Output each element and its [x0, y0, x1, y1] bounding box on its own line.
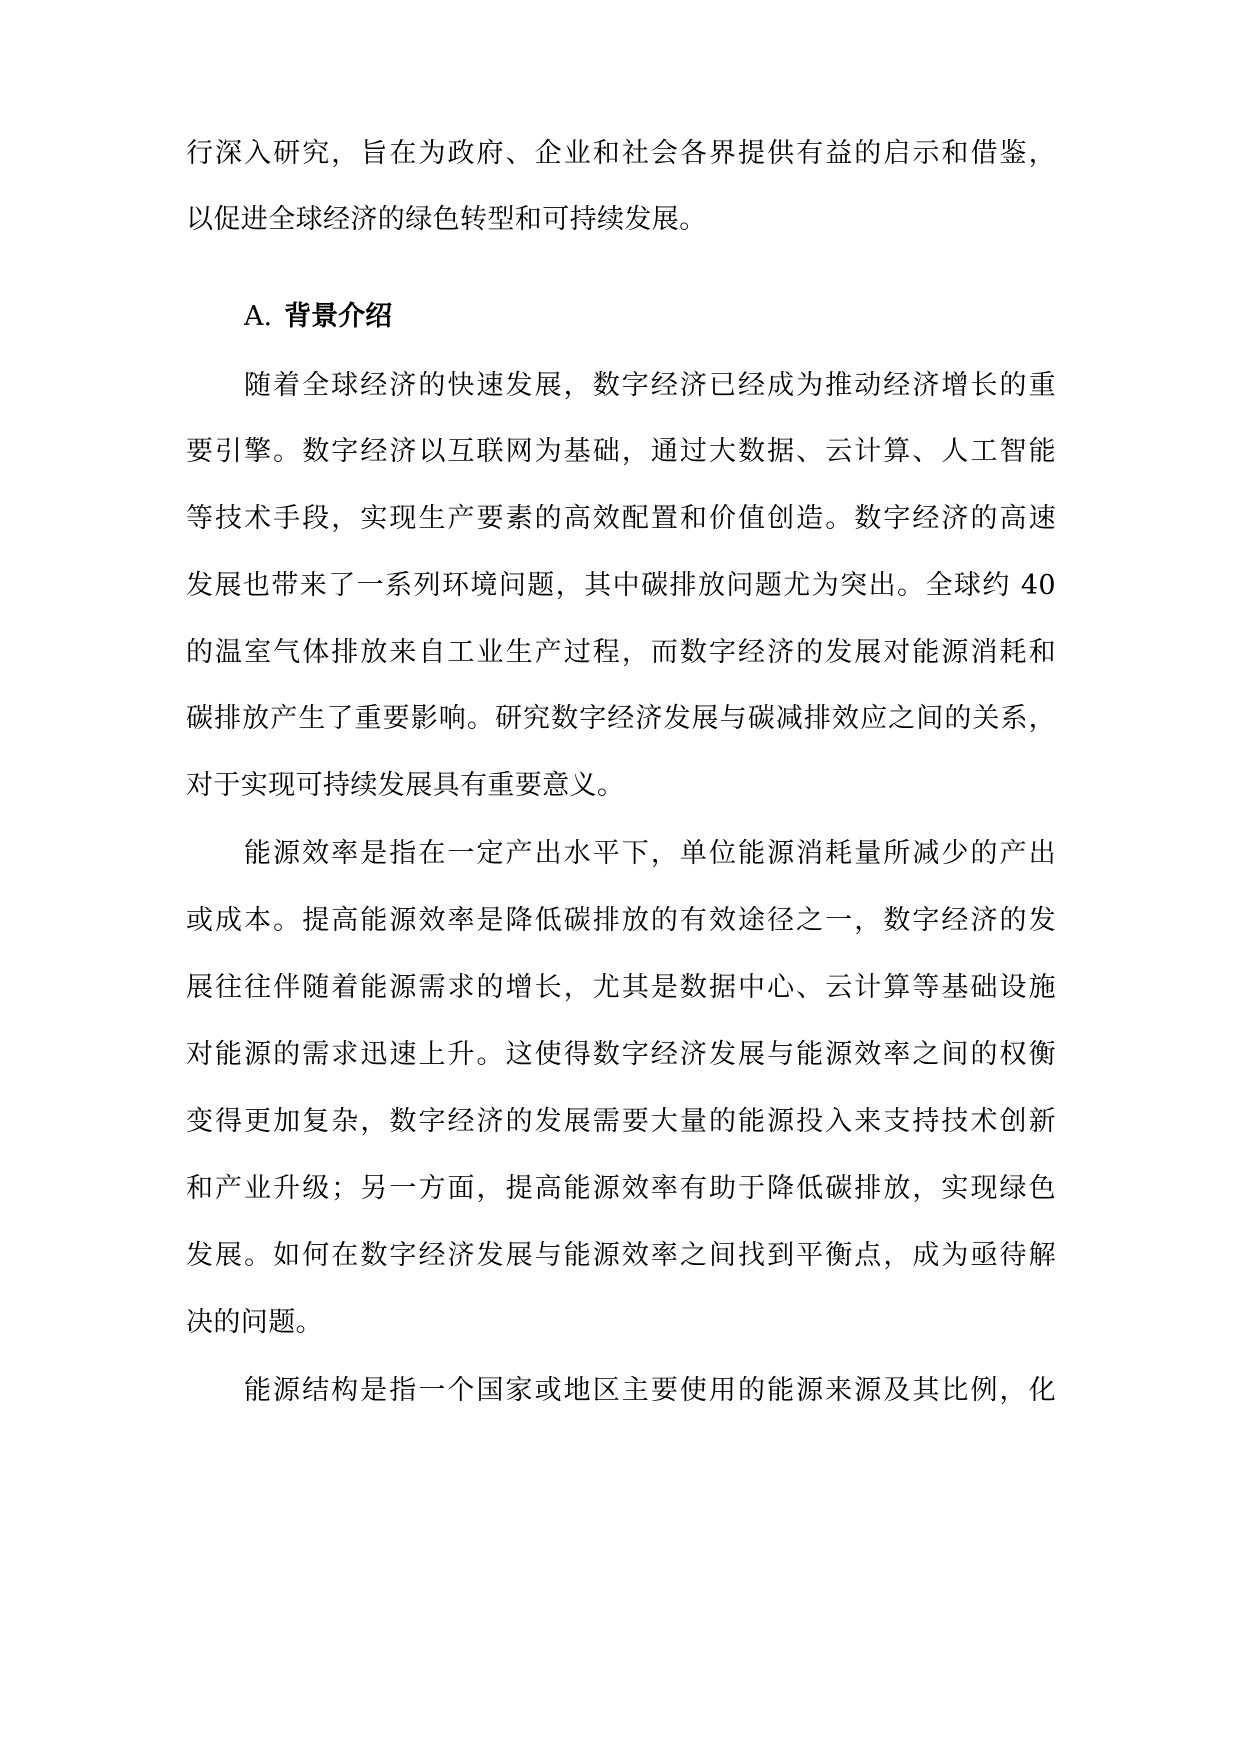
paragraph2-line-3: 展往往伴随着能源需求的增长，尤其是数据中心、云计算等基础设施	[186, 972, 1056, 1003]
paragraph1-line-2: 要引擎。数字经济以互联网为基础，通过大数据、云计算、人工智能	[186, 436, 1056, 467]
intro-line-2: 以促进全球经济的绿色转型和可持续发展。	[186, 204, 707, 235]
paragraph2-line-1: 能源效率是指在一定产出水平下，单位能源消耗量所减少的产出	[244, 838, 1056, 869]
paragraph1-line-6: 碳排放产生了重要影响。研究数字经济发展与碳减排效应之间的关系，	[186, 703, 1056, 734]
paragraph2-line-2: 或成本。提高能源效率是降低碳排放的有效途径之一，数字经济的发	[186, 905, 1056, 936]
paragraph3-line-1: 能源结构是指一个国家或地区主要使用的能源来源及其比例，化	[244, 1375, 1056, 1406]
paragraph1-line-1: 随着全球经济的快速发展，数字经济已经成为推动经济增长的重	[244, 370, 1056, 401]
section-title: 背景介绍	[284, 301, 393, 332]
paragraph1-line-5: 的温室气体排放来自工业生产过程，而数字经济的发展对能源消耗和	[186, 637, 1056, 668]
paragraph2-line-6: 和产业升级；另一方面，提高能源效率有助于降低碳排放，实现绿色	[186, 1173, 1056, 1204]
intro-line-1: 行深入研究，旨在为政府、企业和社会各界提供有益的启示和借鉴，	[186, 138, 1056, 169]
paragraph2-line-4: 对能源的需求迅速上升。这使得数字经济发展与能源效率之间的权衡	[186, 1039, 1056, 1070]
section-heading	[244, 299, 392, 335]
paragraph2-line-5: 变得更加复杂，数字经济的发展需要大量的能源投入来支持技术创新	[186, 1106, 1056, 1137]
paragraph2-line-8: 决的问题。	[186, 1307, 323, 1338]
paragraph1-line-7: 对于实现可持续发展具有重要意义。	[186, 770, 625, 801]
paragraph2-line-7: 发展。如何在数字经济发展与能源效率之间找到平衡点，成为亟待解	[186, 1240, 1056, 1271]
section-label: A.	[244, 301, 273, 332]
paragraph1-line-3: 等技术手段，实现生产要素的高效配置和价值创造。数字经济的高速	[186, 503, 1056, 534]
paragraph1-line-4: 发展也带来了一系列环境问题，其中碳排放问题尤为突出。全球约 40	[186, 570, 1056, 601]
